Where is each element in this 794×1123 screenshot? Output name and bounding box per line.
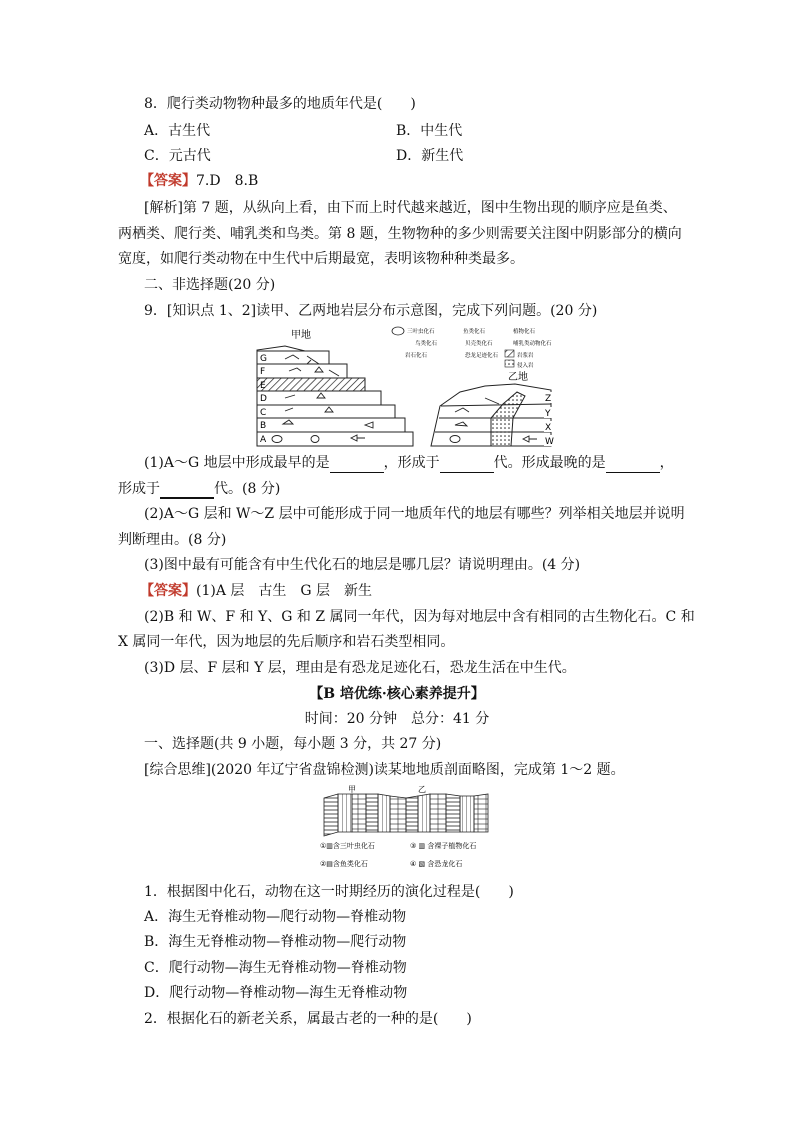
q1-option-d: D．爬行动物—脊椎动物—海生无脊椎动物 [144,985,408,1001]
strata-figure [255,326,560,450]
q1-option-a: A．海生无脊椎动物—爬行动物—脊椎动物 [144,909,407,925]
answer-text: (1)A 层 古生 G 层 新生 [196,583,373,599]
q9-part3: (3)图中最有可能含有中生代化石的地层是哪几层？请说明理由。(4 分) [144,557,581,573]
answer-text: 7.D 8.B [196,173,259,189]
q9-text: ， [659,455,674,471]
legend-label: ③ ▥ 含裸子植物化石 [410,842,477,850]
legend-label: 植物化石 [513,329,536,335]
analysis-line: 两栖类、爬行类、哺乳类和鸟类。第 8 题，生物物种的多少则需要关注图中阴影部分的横向 [118,226,682,242]
layer-label: Z [545,394,552,404]
q9-stem: 9．[知识点 1、2]读甲、乙两地岩层分布示意图，完成下列问题。(20 分) [144,303,598,319]
q1-stem: 1．根据图中化石，动物在这一时期经历的演化过程是( ) [144,884,514,900]
layer-label: C [260,408,267,418]
answer-tag: 【答案】 [140,583,196,599]
analysis-line: 宽度，如爬行类动物在中生代中后期最宽，表明该物种种类最多。 [118,251,524,267]
legend-label: 侵入岩 [517,363,534,369]
section-legend [320,841,476,868]
legend-label: 岩石化石 [405,353,428,359]
answer-blank [330,456,384,473]
legend-label: 恐龙足迹化石 [465,353,499,359]
section-strata [324,794,488,836]
section-heading: 二、非选择题(20 分) [144,277,276,293]
legend-label: ④ ▧ 含恐龙化石 [410,860,463,868]
q8-stem: 8．爬行类动物物种最多的地质年代是( ) [144,96,416,112]
legend-label: 鸟类化石 [415,341,438,347]
q9-text: (1)A～G 地层中形成最早的是 [144,455,330,471]
q8-option-c: C．元古代 [144,148,211,164]
layer-label: E [260,381,266,391]
layer-label: Y [545,409,551,419]
q9-part2: 判断理由。(8 分) [118,532,227,548]
jia-strata [257,346,413,446]
layer-label: A [260,435,267,445]
q9-part1-line1 [144,453,674,473]
q1-option-b: B．海生无脊椎动物—脊椎动物—爬行动物 [144,934,407,950]
layer-label: F [260,367,266,377]
answer-tag: 【答案】 [140,173,196,189]
layer-label: G [260,354,267,364]
q9-part1-line2 [118,479,280,499]
q9-part2: (2)A～G 层和 W～Z 层中可能形成于同一地质年代的地层有哪些？列举相关地层并说明 [144,506,685,522]
jia-label: 甲地 [291,330,311,341]
q2-stem: 2．根据化石的新老关系，属最古老的一种的是( ) [144,1011,472,1027]
layer-label: X [545,423,552,433]
q9-text: 代。形成最晚的是 [493,455,606,471]
q9-text: ，形成于 [383,455,440,471]
analysis-line: [解析]第 7 题，从纵向上看，由下而上时代越来越近，图中生物出现的顺序应是鱼类、 [144,200,677,216]
answer-text: (2)B 和 W、F 和 Y、G 和 Z 属同一年代，因为每对地层中含有相同的古生物化石。C 和 [144,609,695,625]
layer-label: B [260,421,267,431]
q8-option-a: A．古生代 [144,123,211,139]
legend-label: 哺乳类动物化石 [513,341,552,347]
answer-blank [440,456,494,473]
layer-label: W [545,437,554,447]
answer-blank [606,456,660,473]
q1-option-c: C．爬行动物—海生无脊椎动物—脊椎动物 [144,960,407,976]
answer-text: X 属同一年代，因为地层的先后顺序和岩石类型相同。 [118,634,455,650]
section-b-time: 时间：20 分钟 总分：41 分 [304,711,490,727]
legend-label: 贝壳类化石 [465,341,493,347]
legend-label: 三叶虫化石 [407,329,435,335]
q8-option-d: D．新生代 [396,148,464,164]
jia-label: 甲 [348,785,356,794]
q9-text: 形成于 [118,481,160,497]
yi-strata [431,384,551,446]
answer-blank [160,481,214,499]
yi-label: 乙地 [508,372,528,383]
q8-option-b: B．中生代 [396,123,463,139]
section-intro: [综合思维](2020 年辽宁省盘锦检测)读某地地质剖面略图，完成第 1～2 题。 [144,762,625,778]
legend-label: 鱼类化石 [463,329,486,335]
answer-text: (3)D 层、F 层和 Y 层，理由是有恐龙足迹化石，恐龙生活在中生代。 [144,660,576,676]
answer-9 [140,581,372,601]
legend-label: ①▥含三叶虫化石 [320,842,375,850]
layer-label: D [260,394,267,404]
legend-label: ②▤含鱼类化石 [320,860,368,868]
fossil-legend [392,327,552,369]
trilobite-icon [392,327,404,335]
geologic-section-figure [318,784,518,874]
section-b-title: 【B 培优练·核心素养提升】 [309,686,485,702]
q9-text: 代。(8 分) [214,481,281,497]
legend-label: 岩浆岩 [517,353,534,359]
yi-label: 乙 [418,785,426,794]
answer-7-8 [140,171,258,191]
section-heading: 一、选择题(共 9 小题，每小题 3 分，共 27 分) [144,736,442,752]
